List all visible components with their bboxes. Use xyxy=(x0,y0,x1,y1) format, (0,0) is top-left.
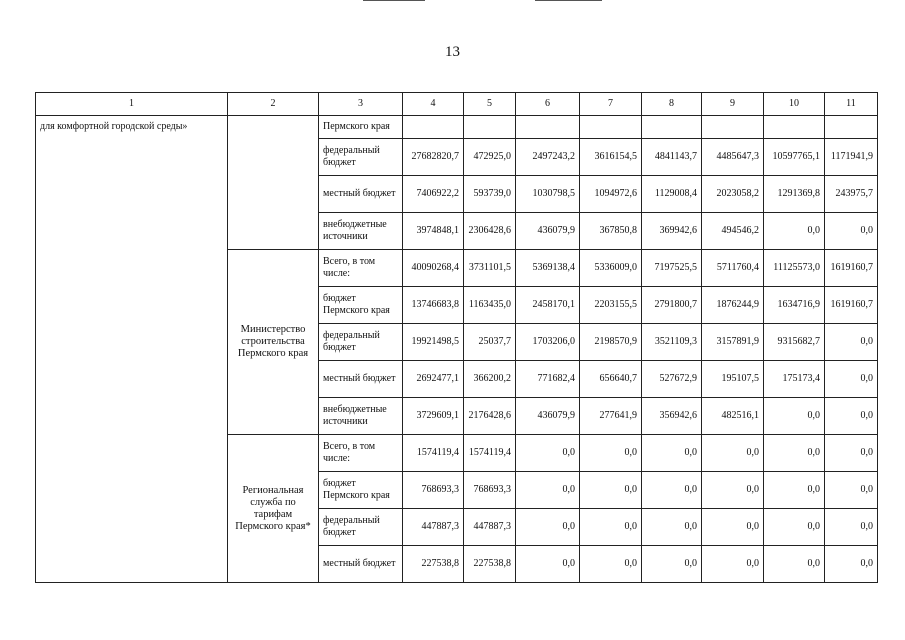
value-cell: 436079,9 xyxy=(516,398,580,435)
value-cell: 2458170,1 xyxy=(516,287,580,324)
source-label-cell: федеральный бюджет xyxy=(319,509,403,546)
value-cell: 0,0 xyxy=(702,435,764,472)
value-cell: 771682,4 xyxy=(516,361,580,398)
value-cell: 0,0 xyxy=(516,472,580,509)
value-cell xyxy=(825,116,878,139)
program-name-cell: для комфортной городской среды» xyxy=(36,116,228,583)
header-cell: 10 xyxy=(764,93,825,116)
value-cell: 1171941,9 xyxy=(825,139,878,176)
value-cell: 447887,3 xyxy=(464,509,516,546)
value-cell: 0,0 xyxy=(825,546,878,583)
executor-cell-ministry: Министерство строительства Пермского края xyxy=(228,250,319,435)
value-cell: 277641,9 xyxy=(580,398,642,435)
value-cell xyxy=(580,116,642,139)
value-cell: 436079,9 xyxy=(516,213,580,250)
source-label-cell: бюджет Пермского края xyxy=(319,287,403,324)
value-cell: 0,0 xyxy=(825,509,878,546)
value-cell: 494546,2 xyxy=(702,213,764,250)
value-cell: 0,0 xyxy=(764,398,825,435)
value-cell: 2198570,9 xyxy=(580,324,642,361)
value-cell: 1703206,0 xyxy=(516,324,580,361)
value-cell: 27682820,7 xyxy=(403,139,464,176)
value-cell: 1634716,9 xyxy=(764,287,825,324)
value-cell: 768693,3 xyxy=(403,472,464,509)
value-cell: 656640,7 xyxy=(580,361,642,398)
value-cell: 0,0 xyxy=(580,472,642,509)
table-row xyxy=(36,116,878,139)
value-cell: 2497243,2 xyxy=(516,139,580,176)
value-cell: 1876244,9 xyxy=(702,287,764,324)
value-cell: 13746683,8 xyxy=(403,287,464,324)
value-cell: 2306428,6 xyxy=(464,213,516,250)
value-cell: 1030798,5 xyxy=(516,176,580,213)
header-cell: 8 xyxy=(642,93,702,116)
value-cell: 0,0 xyxy=(580,509,642,546)
value-cell: 0,0 xyxy=(702,472,764,509)
value-cell: 593739,0 xyxy=(464,176,516,213)
value-cell: 3731101,5 xyxy=(464,250,516,287)
value-cell: 40090268,4 xyxy=(403,250,464,287)
header-cell: 4 xyxy=(403,93,464,116)
value-cell: 19921498,5 xyxy=(403,324,464,361)
value-cell: 2023058,2 xyxy=(702,176,764,213)
value-cell: 10597765,1 xyxy=(764,139,825,176)
header-cell: 2 xyxy=(228,93,319,116)
header-cell: 5 xyxy=(464,93,516,116)
value-cell: 0,0 xyxy=(702,546,764,583)
value-cell: 0,0 xyxy=(642,509,702,546)
value-cell: 1094972,6 xyxy=(580,176,642,213)
value-cell: 7406922,2 xyxy=(403,176,464,213)
source-label-cell: внебюджетные источники xyxy=(319,398,403,435)
source-label-cell: местный бюджет xyxy=(319,361,403,398)
page-number: 13 xyxy=(445,44,460,60)
source-label-cell: внебюджетные источники xyxy=(319,213,403,250)
value-cell: 227538,8 xyxy=(464,546,516,583)
value-cell: 366200,2 xyxy=(464,361,516,398)
value-cell: 2791800,7 xyxy=(642,287,702,324)
header-cell: 1 xyxy=(36,93,228,116)
header-cell: 3 xyxy=(319,93,403,116)
value-cell xyxy=(403,116,464,139)
value-cell: 3521109,3 xyxy=(642,324,702,361)
value-cell xyxy=(702,116,764,139)
value-cell: 0,0 xyxy=(764,472,825,509)
value-cell: 227538,8 xyxy=(403,546,464,583)
header-cell: 6 xyxy=(516,93,580,116)
value-cell: 4841143,7 xyxy=(642,139,702,176)
value-cell: 367850,8 xyxy=(580,213,642,250)
value-cell: 195107,5 xyxy=(702,361,764,398)
value-cell: 3157891,9 xyxy=(702,324,764,361)
value-cell: 2176428,6 xyxy=(464,398,516,435)
header-cell: 7 xyxy=(580,93,642,116)
source-label-cell: Пермского края xyxy=(319,116,403,139)
value-cell: 0,0 xyxy=(702,509,764,546)
value-cell: 243975,7 xyxy=(825,176,878,213)
value-cell: 447887,3 xyxy=(403,509,464,546)
top-rule-right xyxy=(535,0,602,1)
value-cell xyxy=(642,116,702,139)
value-cell: 5336009,0 xyxy=(580,250,642,287)
source-label-cell: местный бюджет xyxy=(319,176,403,213)
value-cell: 0,0 xyxy=(580,435,642,472)
value-cell: 0,0 xyxy=(764,435,825,472)
value-cell: 1574119,4 xyxy=(464,435,516,472)
value-cell: 175173,4 xyxy=(764,361,825,398)
value-cell: 0,0 xyxy=(580,546,642,583)
value-cell: 3729609,1 xyxy=(403,398,464,435)
value-cell: 482516,1 xyxy=(702,398,764,435)
value-cell: 0,0 xyxy=(825,361,878,398)
value-cell: 0,0 xyxy=(825,398,878,435)
value-cell: 0,0 xyxy=(516,546,580,583)
executor-cell-blank xyxy=(228,116,319,250)
value-cell: 356942,6 xyxy=(642,398,702,435)
value-cell: 0,0 xyxy=(825,435,878,472)
value-cell: 0,0 xyxy=(642,435,702,472)
value-cell: 1574119,4 xyxy=(403,435,464,472)
value-cell: 369942,6 xyxy=(642,213,702,250)
value-cell: 4485647,3 xyxy=(702,139,764,176)
top-rule-left xyxy=(363,0,425,1)
value-cell: 2692477,1 xyxy=(403,361,464,398)
value-cell: 0,0 xyxy=(516,435,580,472)
header-row xyxy=(36,93,878,116)
source-label-cell: федеральный бюджет xyxy=(319,324,403,361)
value-cell: 0,0 xyxy=(825,324,878,361)
value-cell: 1619160,7 xyxy=(825,287,878,324)
value-cell: 1163435,0 xyxy=(464,287,516,324)
value-cell xyxy=(764,116,825,139)
value-cell: 3616154,5 xyxy=(580,139,642,176)
value-cell: 25037,7 xyxy=(464,324,516,361)
value-cell: 11125573,0 xyxy=(764,250,825,287)
value-cell: 3974848,1 xyxy=(403,213,464,250)
value-cell: 1291369,8 xyxy=(764,176,825,213)
value-cell: 0,0 xyxy=(764,213,825,250)
value-cell: 1619160,7 xyxy=(825,250,878,287)
value-cell: 527672,9 xyxy=(642,361,702,398)
value-cell: 0,0 xyxy=(825,472,878,509)
header-cell: 9 xyxy=(702,93,764,116)
value-cell xyxy=(464,116,516,139)
budget-table xyxy=(35,92,878,583)
value-cell: 0,0 xyxy=(642,472,702,509)
source-label-cell: федеральный бюджет xyxy=(319,139,403,176)
value-cell xyxy=(516,116,580,139)
value-cell: 472925,0 xyxy=(464,139,516,176)
value-cell: 5369138,4 xyxy=(516,250,580,287)
value-cell: 7197525,5 xyxy=(642,250,702,287)
value-cell: 0,0 xyxy=(764,509,825,546)
value-cell: 0,0 xyxy=(516,509,580,546)
value-cell: 5711760,4 xyxy=(702,250,764,287)
value-cell: 0,0 xyxy=(642,546,702,583)
value-cell: 0,0 xyxy=(764,546,825,583)
value-cell: 1129008,4 xyxy=(642,176,702,213)
header-cell: 11 xyxy=(825,93,878,116)
source-label-cell: бюджет Пермского края xyxy=(319,472,403,509)
source-label-cell: местный бюджет xyxy=(319,546,403,583)
value-cell: 2203155,5 xyxy=(580,287,642,324)
source-label-cell: Всего, в том числе: xyxy=(319,435,403,472)
value-cell: 768693,3 xyxy=(464,472,516,509)
executor-cell-regional: Региональная служба по тарифам Пермского края* xyxy=(228,435,319,583)
value-cell: 9315682,7 xyxy=(764,324,825,361)
source-label-cell: Всего, в том числе: xyxy=(319,250,403,287)
table-body xyxy=(36,93,878,583)
value-cell: 0,0 xyxy=(825,213,878,250)
